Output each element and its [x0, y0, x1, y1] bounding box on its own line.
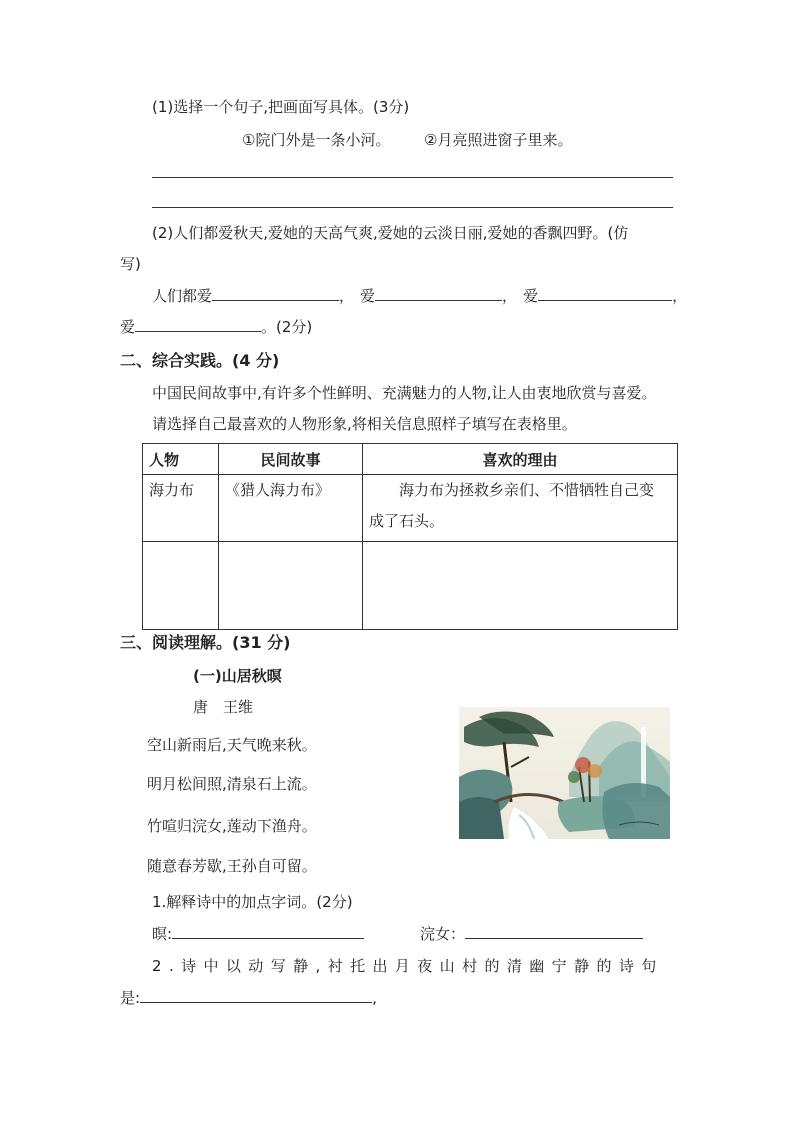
poem-answer-blank[interactable] [140, 988, 372, 1003]
q2-blank-4[interactable] [135, 317, 261, 332]
q2-fill-row1 [152, 285, 687, 306]
q1-prompt: (1)选择一个句子,把画面写具体。(3分) [152, 98, 410, 116]
poem-line-1: 空山新雨后,天气晚来秋。 [147, 736, 317, 754]
cell-reason-empty[interactable] [363, 542, 678, 630]
q2-blank-1[interactable] [212, 286, 339, 301]
term-1-label: 暝: [152, 925, 173, 943]
poem-line-4: 随意春芳歇,王孙自可留。 [147, 857, 317, 875]
q2-line-2 [120, 987, 377, 1008]
q2-prompt-line1: (2)人们都爱秋天,爱她的天高气爽,爱她的云淡日丽,爱她的香飘四野。(仿 [152, 224, 629, 242]
cell-reason [363, 475, 678, 542]
answer-line-1[interactable] [152, 177, 673, 178]
q2-line-1: 2.诗中以动写静,衬托出月夜山村的清幽宁静的诗句 [152, 957, 664, 975]
q2-prompt-line2: 写) [120, 255, 141, 273]
q2-blank-2[interactable] [375, 286, 502, 301]
section2-intro-line1: 中国民间故事中,有许多个性鲜明、充满魅力的人物,让人由衷地欣赏与喜爱。 [152, 384, 657, 402]
poem-line-2: 明月松间照,清泉石上流。 [147, 775, 317, 793]
q1-option-1: ①院门外是一条小河。 [242, 131, 391, 149]
poem-line-3: 竹喧归浣女,莲动下渔舟。 [147, 817, 317, 835]
term-2-label: 浣女： [420, 925, 466, 943]
poem-title: (一)山居秋暝 [193, 667, 282, 685]
q2-love-4: 爱 [120, 318, 136, 336]
cell-story-empty[interactable] [219, 542, 363, 630]
section2-title: 二、综合实践。(4 分) [120, 351, 280, 370]
cell-character: 海力布 [143, 475, 219, 542]
landscape-painting [459, 707, 670, 839]
q2-comma: ， [502, 287, 518, 305]
section2-intro-line2: 请选择自己最喜欢的人物形象,将相关信息照样子填写在表格里。 [152, 415, 577, 433]
section3-title: 三、阅读理解。(31 分) [120, 633, 291, 652]
header-story: 民间故事 [219, 444, 363, 475]
q2-comma: ， [672, 287, 688, 305]
q2-blank-3[interactable] [538, 286, 672, 301]
q-explain-prompt: 1.解释诗中的加点字词。(2分) [152, 893, 353, 911]
cell-story: 《猎人海力布》 [219, 475, 363, 542]
term-row [152, 923, 364, 944]
q2-is-label: 是: [120, 989, 141, 1007]
term-2-blank[interactable] [465, 924, 643, 939]
q2-love-2: 爱 [523, 287, 539, 305]
q1-option-2: ②月亮照进窗子里来。 [424, 131, 573, 149]
poem-author: 唐 王维 [193, 698, 254, 716]
q2-fill-row2 [120, 316, 312, 337]
table-row [143, 542, 678, 630]
reason-line-1: 海力布为拯救乡亲们、不惜牺牲自己变 [399, 481, 655, 499]
term-row-2 [420, 923, 643, 944]
q2-end-comma: , [372, 989, 377, 1007]
header-reason: 喜欢的理由 [363, 444, 678, 475]
cell-character-empty[interactable] [143, 542, 219, 630]
answer-line-2[interactable] [152, 207, 673, 208]
character-table [142, 443, 678, 630]
reason-line-2: 成了石头。 [369, 512, 445, 530]
q2-score: 。(2分) [261, 318, 313, 336]
q2-fill-start: 人们都爱 [152, 287, 213, 305]
header-character: 人物 [143, 444, 219, 475]
q2-love-1: 爱 [360, 287, 376, 305]
table-row [143, 475, 678, 542]
term-1-blank[interactable] [172, 924, 364, 939]
q2-comma: ， [339, 287, 355, 305]
table-header-row [143, 444, 678, 475]
